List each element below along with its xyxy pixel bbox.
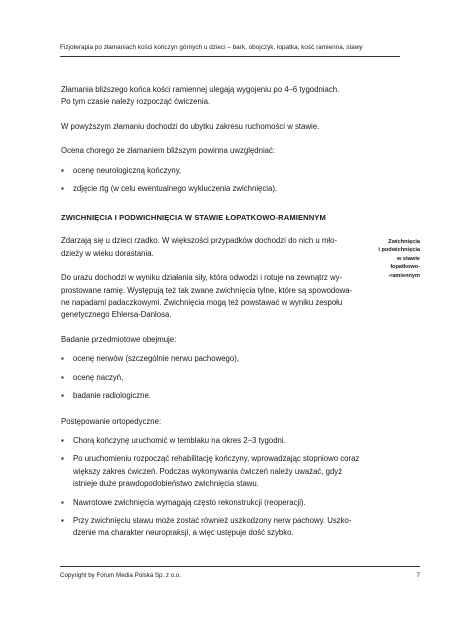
orthopedic-list <box>61 435 361 540</box>
paragraph-assessment-intro: Ocena chorego ze złamaniem bliższym powinna uwzględniać: <box>61 146 276 156</box>
paragraph-healing-line-1: Złamania bliższego końca kości ramiennej ulegają wygojeniu po 4–6 tygodniach. <box>61 85 340 94</box>
margin-note <box>368 238 420 280</box>
examination-list <box>61 353 361 402</box>
header-rule <box>60 56 400 57</box>
copyright-text: Copyright by Forum Media Polska Sp. z o.o. <box>60 572 182 579</box>
assessment-list <box>61 165 361 196</box>
list-item: ▪ Nawrotowe zwichnięcia wymagają często rekonstrukcji (reoperacji). <box>61 497 361 509</box>
running-header: Fizjoterapia po złamaniach kości kończyn górnych u dzieci – bark, obojczyk, łopatka, kość ramienna, stawy <box>60 44 363 51</box>
page-footer <box>60 572 420 580</box>
margin-note-line-3: w stawie <box>396 255 420 262</box>
list-item: ▪ ocenę nerwów (szczególnie nerwu pachowego), <box>61 353 361 365</box>
page-number: 7 <box>416 572 420 579</box>
section-heading: ZWICHNIĘCIA I PODWICHNIĘCIA W STAWIE ŁOPATKOWO-RAMIENNYM <box>61 213 326 223</box>
footer-rule <box>60 566 420 567</box>
list-item: ▪ zdjęcie rtg (w celu ewentualnego wykluczenia zwichnięcia). <box>61 183 361 195</box>
main-text <box>61 84 361 546</box>
margin-note-line-1: Zwichnięcia <box>388 239 420 245</box>
list-item: ▪ ocenę naczyń, <box>61 372 361 384</box>
paragraph-incidence <box>61 235 361 260</box>
paragraph-incidence-line-2: dzieży w wieku dorastania. <box>61 248 154 258</box>
margin-note-line-2: i podwichnięcia <box>378 247 420 254</box>
paragraph-orthopedic-intro: Postępowanie ortopedyczne: <box>61 416 162 426</box>
list-item: ▪ Chorą kończynę uruchomić w temblaku na okres 2–3 tygodni. <box>61 435 361 447</box>
list-item: ▪ Po uruchomieniu rozpocząć rehabilitację kończyny, wprowadzając stopniowo coraz większy zakres ćwiczeń. Podczas wykonywania ćwiczeń należy uważać, gdyż istnieje duże prawdopodobieństwo zwichnięcia stawu. <box>61 453 361 490</box>
paragraph-incidence-line-1: Zdarzają się u dzieci rzadko. W większości przypadków dochodzi do nich u mło- <box>61 236 338 246</box>
paragraph-mechanism <box>61 272 361 322</box>
paragraph-range-loss: W powyższym złamaniu dochodzi do ubytku zakresu ruchomości w stawie. <box>61 121 320 131</box>
list-item: ▪ badanie radiologiczne. <box>61 390 361 402</box>
paragraph-mechanism-line-1: Do urazu dochodzi w wyniku działania siły, która odwodzi i rotuje na zewnątrz wy- <box>61 273 343 283</box>
list-item: ▪ Przy zwichnięciu stawu może zostać również uszkodzony nerw pachowy. Uszko-dzenie ma charakter neuropraksji, a więc ustępuje dość szybko. <box>61 515 361 540</box>
margin-note-line-4: łopatkowo- <box>390 264 420 271</box>
margin-note-line-5: -ramiennym <box>388 272 420 279</box>
paragraph-mechanism-line-2: prostowane ramię. Występują też tak zwane zwichnięcia tylne, które są spowodowa- <box>61 285 353 295</box>
paragraph-examination-intro: Badanie przedmiotowe obejmuje: <box>61 334 177 344</box>
paragraph-mechanism-line-3: ne napadami padaczkowymi. Zwichnięcia mogą też powstawać w wyniku zespołu <box>61 298 343 308</box>
paragraph-healing <box>61 84 361 109</box>
list-item: ▪ ocenę neurologiczną kończyny, <box>61 165 361 177</box>
paragraph-healing-line-2: Po tym czasie należy rozpocząć ćwiczenia. <box>61 97 211 107</box>
paragraph-mechanism-line-4: genetycznego Ehlersa-Danlosa. <box>61 310 172 320</box>
